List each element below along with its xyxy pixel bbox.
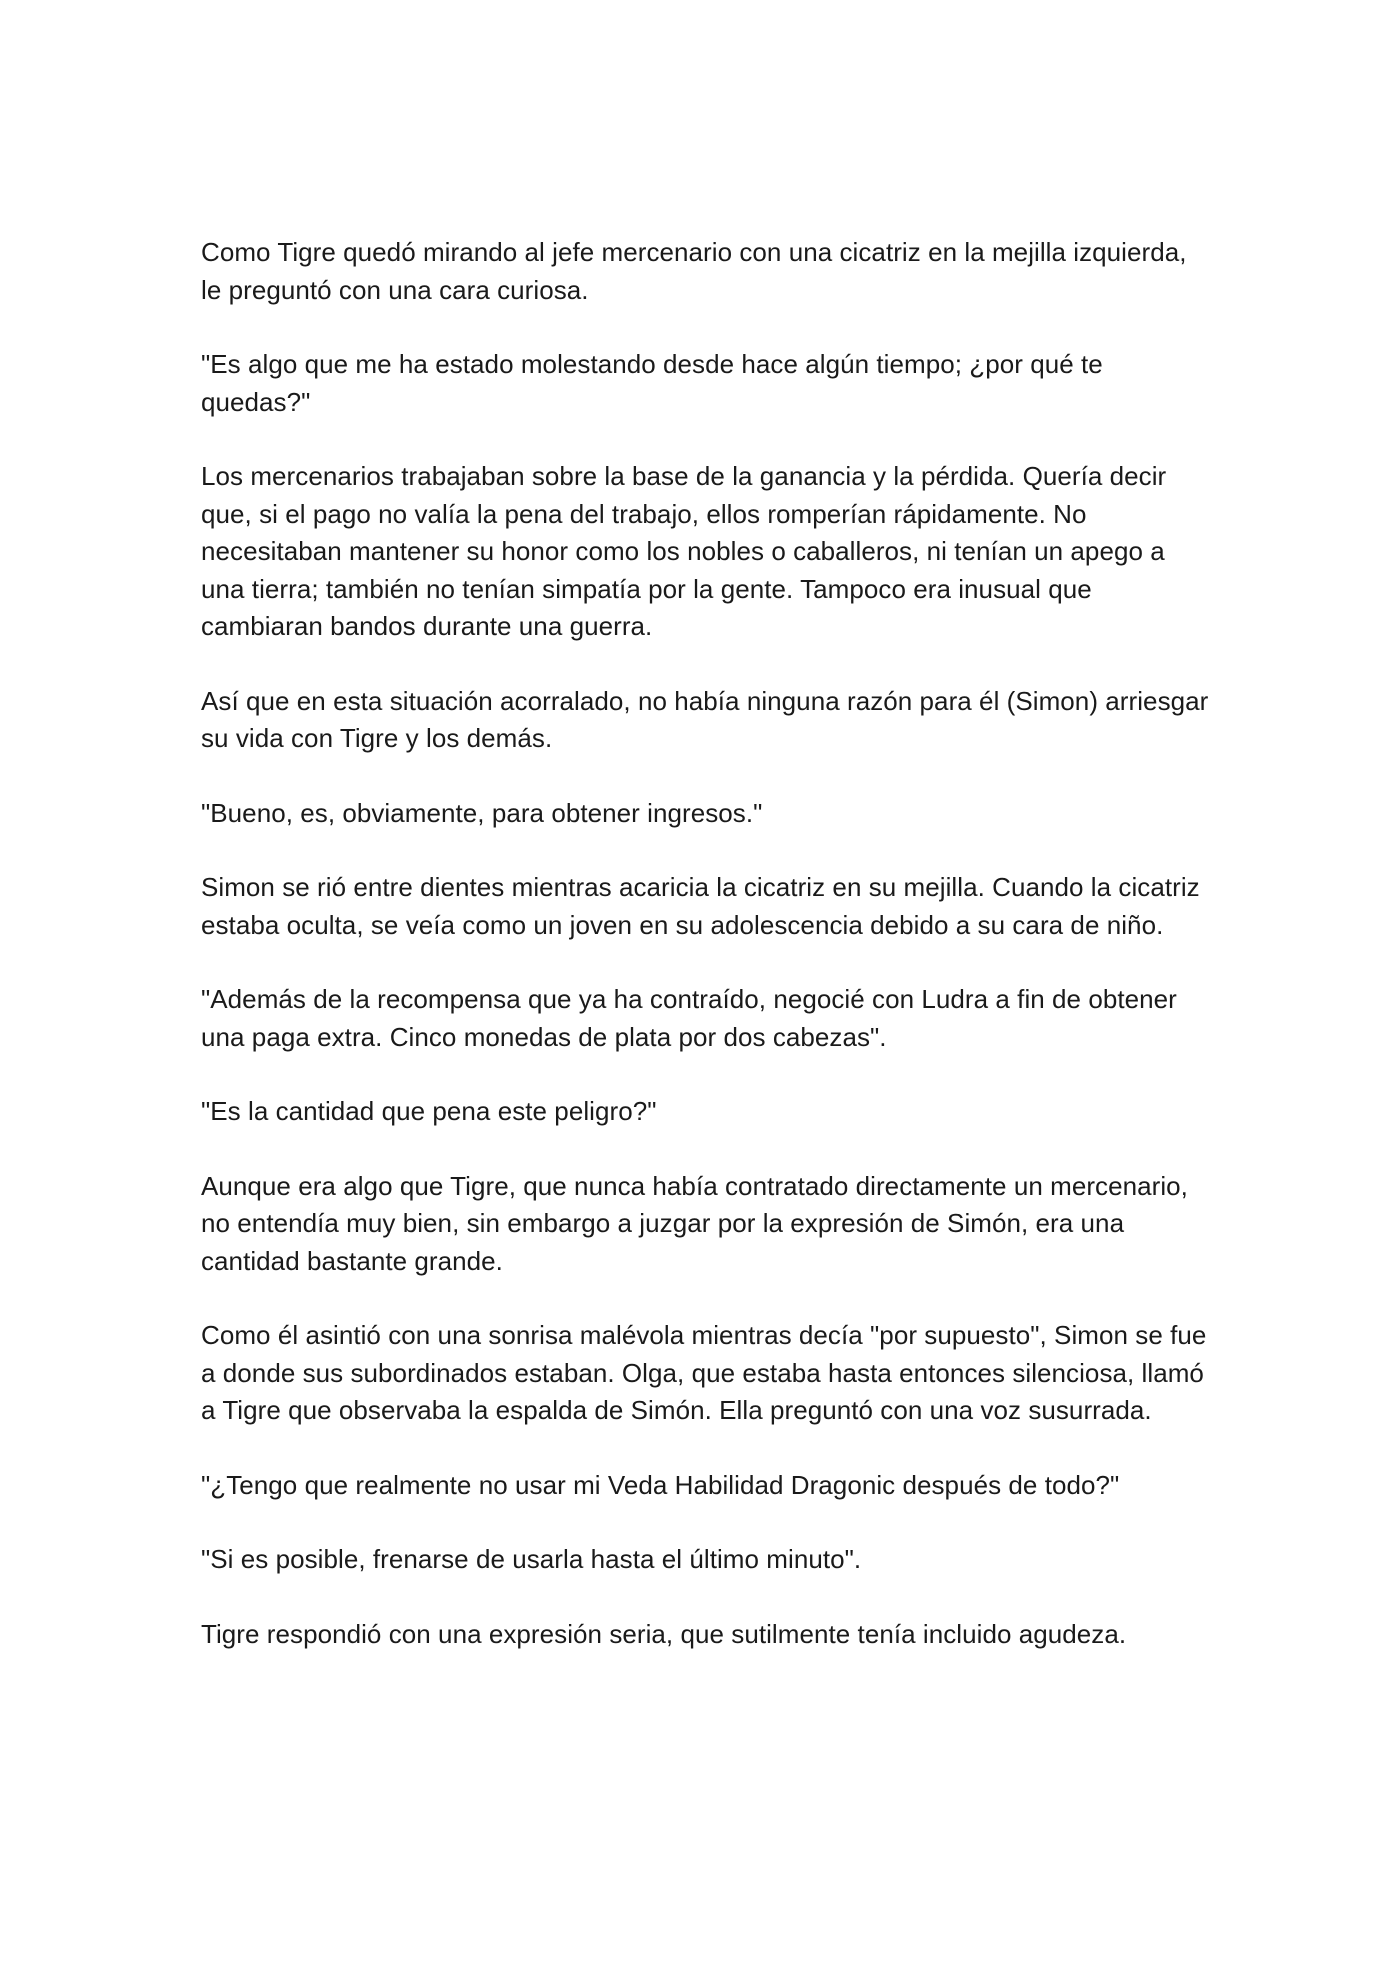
paragraph-8: "Es la cantidad que pena este peligro?" [201,1096,657,1126]
paragraph-12: "Si es posible, frenarse de usarla hasta el último minuto". [201,1544,862,1574]
paragraph-7: "Además de la recompensa que ya ha contraído, negocié con Ludra a fin de obtener una paga extra. Cinco monedas de plata por dos cabezas". [201,984,1177,1052]
paragraph-11: "¿Tengo que realmente no usar mi Veda Habilidad Dragonic después de todo?" [201,1469,1120,1500]
paragraph-9: Aunque era algo que Tigre, que nunca había contratado directamente un mercenario, no entendía muy bien, sin embargo a juzgar por la expresión de Simón, era una cantidad bastante grande. [201,1170,1188,1276]
document-body [201,234,1211,1690]
paragraph-2: "Es algo que me ha estado molestando desde hace algún tiempo; ¿por qué te quedas?" [201,349,1103,417]
paragraph-1: Como Tigre quedó mirando al jefe mercenario con una cicatriz en la mejilla izquierda, le preguntó con una cara curiosa. [201,237,1187,305]
paragraph-13: Tigre respondió con una expresión seria, que sutilmente tenía incluido agudeza. [201,1618,1127,1649]
paragraph-4: Así que en esta situación acorralado, no había ninguna razón para él (Simon) arriesgar su vida con Tigre y los demás. [201,685,1209,753]
paragraph-6: Simon se rió entre dientes mientras acaricia la cicatriz en su mejilla. Cuando la cicatriz estaba oculta, se veía como un joven en su adolescencia debido a su cara de niño. [201,872,1200,940]
paragraph-3: Los mercenarios trabajaban sobre la base de la ganancia y la pérdida. Quería decir que, si el pago no valía la pena del trabajo, ellos romperían rápidamente. No necesitaban mantener su honor como los nobles o caballeros, ni tenían un apego a una tierra; también no tenían simpatía por la gente. Tampoco era inusual que cambiaran bandos durante una guerra. [201,461,1167,641]
paragraph-5: "Bueno, es, obviamente, para obtener ingresos." [201,797,763,828]
paragraph-10: Como él asintió con una sonrisa malévola mientras decía "por supuesto", Simon se fue a donde sus subordinados estaban. Olga, que estaba hasta entonces silenciosa, llamó a Tigre que observaba la espalda de Simón. Ella preguntó con una voz susurrada. [201,1320,1207,1425]
